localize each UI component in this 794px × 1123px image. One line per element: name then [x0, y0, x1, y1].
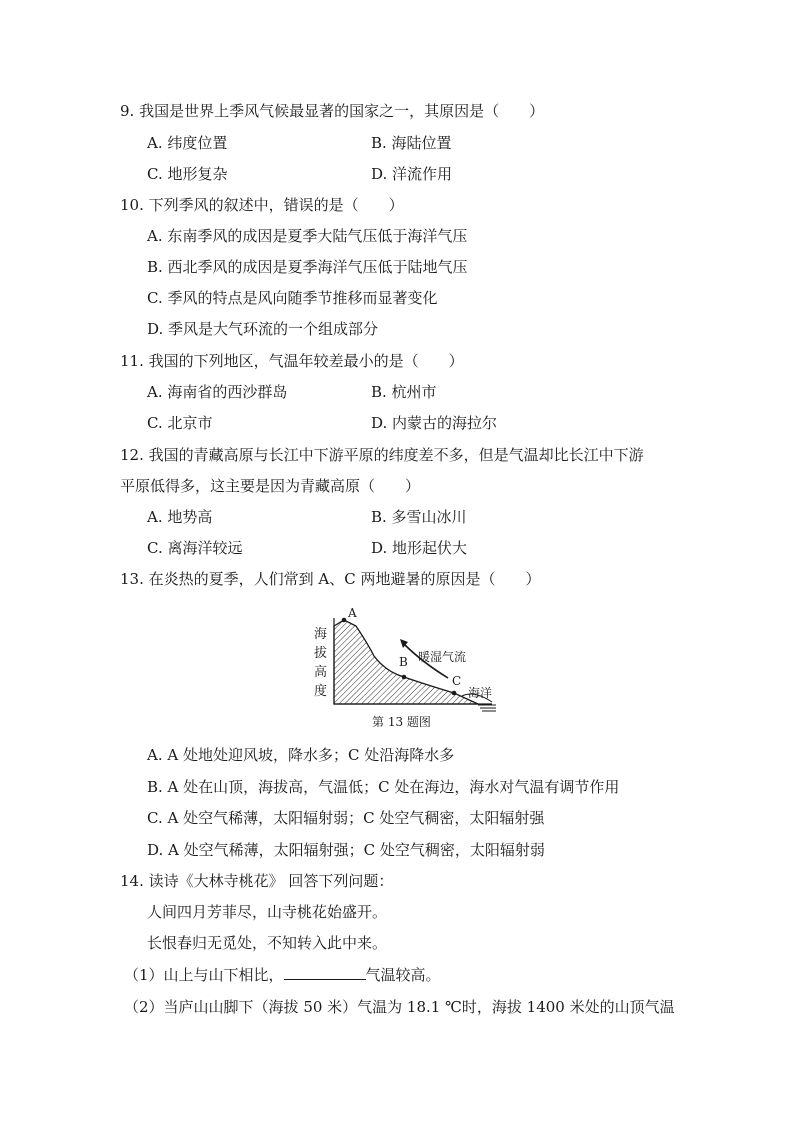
q12-option-a: A. 地势高	[147, 508, 213, 526]
q12-option-c: C. 离海洋较远	[147, 539, 243, 557]
q14-sub-1	[124, 965, 441, 985]
question-14-stem: 14. 读诗《大林寺桃花》 回答下列问题：	[120, 872, 394, 890]
q10-option-a: A. 东南季风的成因是夏季大陆气压低于海洋气压	[147, 227, 468, 245]
question-10-stem: 10. 下列季风的叙述中，错误的是（ ）	[120, 196, 404, 214]
q14-sub-1-suffix: 气温较高。	[365, 966, 441, 984]
q9-option-c: C. 地形复杂	[147, 165, 228, 183]
q10-option-b: B. 西北季风的成因是夏季海洋气压低于陆地气压	[147, 258, 468, 276]
terrain-figure	[312, 606, 506, 732]
q12-option-b: B. 多雪山冰川	[371, 508, 467, 526]
poem-line-2: 长恨春归无觅处，不知转入此中来。	[147, 934, 388, 952]
q14-sub-2: （2）当庐山山脚下（海拔 50 米）气温为 18.1 ℃时，海拔 1400 米处的山顶气温	[124, 998, 675, 1016]
q11-option-b: B. 杭州市	[371, 383, 437, 401]
q11-option-a: A. 海南省的西沙群岛	[147, 383, 288, 401]
q9-option-a: A. 纬度位置	[147, 134, 228, 152]
q9-option-b: B. 海陆位置	[371, 134, 452, 152]
point-a-label: A	[348, 606, 357, 620]
q9-option-d: D. 洋流作用	[371, 165, 453, 183]
q11-option-c: C. 北京市	[147, 414, 213, 432]
q14-sub-1-prefix: （1）山上与山下相比，	[124, 966, 284, 984]
point-a-marker	[342, 618, 347, 623]
point-c-label: C	[452, 674, 462, 688]
question-12-stem-line2: 平原低得多，这主要是因为青藏高原（ ）	[120, 477, 421, 495]
q13-option-d: D. A 处空气稀薄，太阳辐射强；C 处空气稠密，太阳辐射弱	[147, 841, 545, 859]
question-12-stem-line1: 12. 我国的青藏高原与长江中下游平原的纬度差不多，但是气温却比长江中下游	[120, 446, 644, 464]
answer-blank[interactable]	[284, 965, 366, 980]
q13-option-c: C. A 处空气稀薄，太阳辐射弱；C 处空气稠密，太阳辐射强	[147, 809, 545, 827]
question-11-stem: 11. 我国的下列地区，气温年较差最小的是（ ）	[120, 352, 464, 370]
airflow-label: 暖湿气流	[418, 650, 467, 664]
q13-option-a: A. A 处地处迎风坡，降水多；C 处沿海降水多	[147, 746, 455, 764]
q10-option-c: C. 季风的特点是风向随季节推移而显著变化	[147, 289, 438, 307]
point-c-marker	[452, 691, 457, 696]
question-13-stem: 13. 在炎热的夏季，人们常到 A、C 两地避暑的原因是（ ）	[120, 570, 541, 588]
figure-y-label: 海 拔 高 度	[314, 627, 328, 699]
figure-caption: 第 13 题图	[372, 715, 431, 729]
poem-line-1: 人间四月芳菲尽，山寺桃花始盛开。	[147, 903, 388, 921]
q13-option-b: B. A 处在山顶，海拔高，气温低；C 处在海边，海水对气温有调节作用	[147, 778, 620, 796]
question-9-stem: 9. 我国是世界上季风气候最显著的国家之一，其原因是（ ）	[120, 102, 545, 120]
sea-label: 海洋	[468, 686, 493, 700]
q11-option-d: D. 内蒙古的海拉尔	[371, 414, 498, 432]
point-b-label: B	[399, 655, 408, 669]
q10-option-d: D. 季风是大气环流的一个组成部分	[147, 320, 379, 338]
point-b-marker	[402, 675, 407, 680]
q12-option-d: D. 地形起伏大	[371, 539, 468, 557]
